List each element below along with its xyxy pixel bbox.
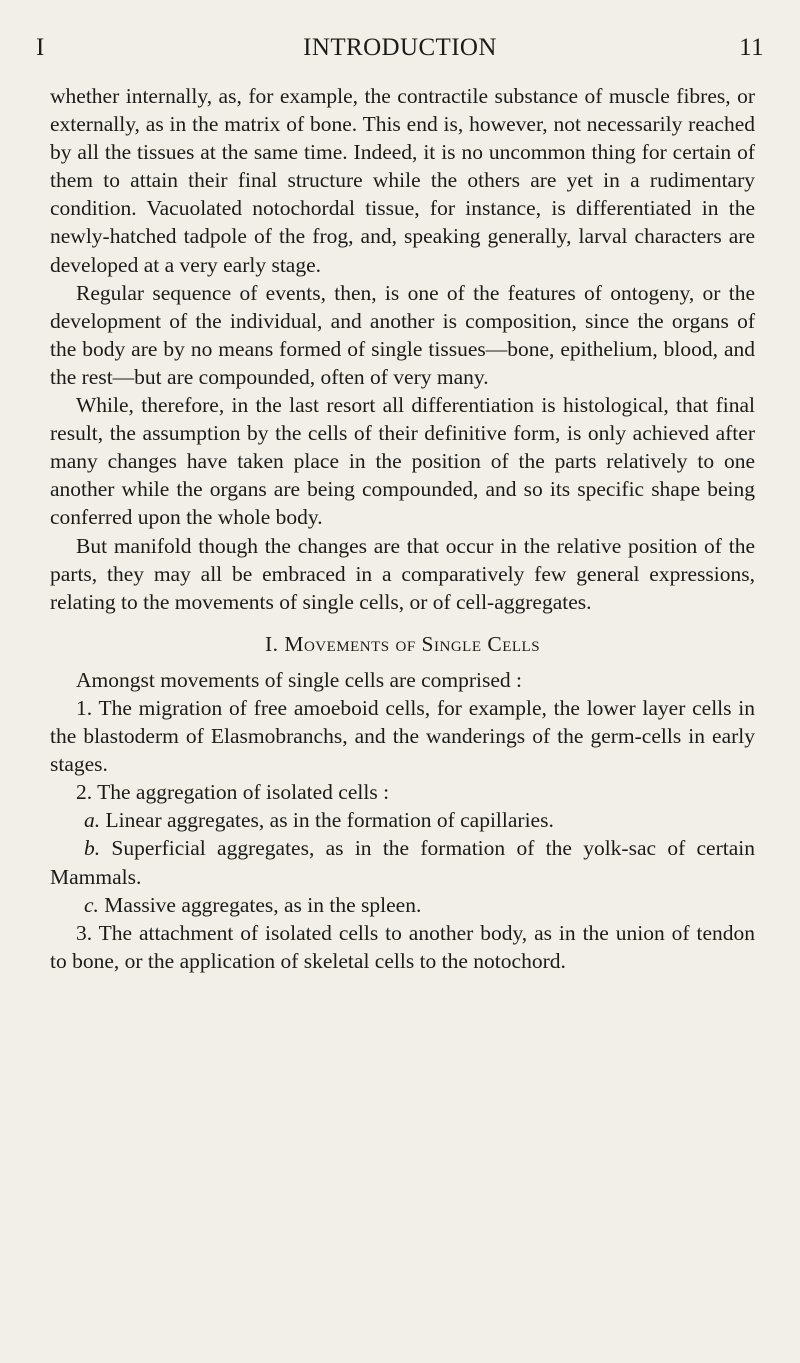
body-text — [50, 82, 755, 975]
paragraph: whether internally, as, for example, the contractile substance of muscle fibres, or externally, as in the matrix of bone. This end is, however, not necessarily reached by all the tissues at the same time. Indeed, it is no uncommon thing for certain of them to attain their final structure while the others are yet in a rudimentary condition. Vacuolated notochordal tissue, for instance, is differentiated in the newly-hatched tadpole of the frog, and, speaking generally, larval characters are developed at a very early stage. — [50, 84, 755, 277]
paragraph: Regular sequence of events, then, is one of the features of ontogeny, or the development of the individual, and another is composition, since the organs of the body are by no means formed of single tissues—bone, epithelium, blood, and the rest—but are compounded, often of very many. — [50, 280, 755, 389]
section-heading: I. Movements of Single Cells — [264, 631, 541, 656]
sub-list-item — [50, 806, 755, 834]
sub-list-item — [50, 834, 755, 890]
running-title: INTRODUCTION — [303, 34, 497, 61]
sub-item-text: Massive aggregates, as in the spleen. — [104, 892, 422, 917]
list-item: 1. The migration of free amoeboid cells, for example, the lower layer cells in the blastoderm of Elasmobranchs, and the wanderings of the germ-cells in early stages. — [50, 695, 755, 777]
sub-item-letter: a. — [84, 808, 101, 833]
sub-item-letter: b. — [84, 836, 101, 861]
sub-item-text: Linear aggregates, as in the formation of capillaries. — [105, 808, 554, 833]
page-number: 11 — [739, 34, 764, 61]
list-item: 3. The attachment of isolated cells to another body, as in the union of tendon to bone, or the application of skeletal cells to the notochord. — [50, 920, 755, 973]
running-header — [28, 30, 772, 66]
section-intro: Amongst movements of single cells are comprised : — [76, 667, 523, 692]
paragraph: While, therefore, in the last resort all differentiation is histological, that final result, the assumption by the cells of their definitive form, is only achieved after many changes have taken place in the position of the parts relatively to one another while the organs are being compounded, and so its specific shape being conferred upon the whole body. — [50, 393, 755, 530]
list-item: 2. The aggregation of isolated cells : — [76, 780, 390, 805]
sub-item-letter: c. — [84, 892, 99, 917]
chapter-number: I — [36, 34, 45, 61]
sub-item-text: Superficial aggregates, as in the formation of the yolk-sac of certain Mammals. — [50, 836, 755, 889]
sub-list-item — [50, 891, 755, 919]
paragraph: But manifold though the changes are that occur in the relative position of the parts, they may all be embraced in a comparatively few general expressions, relating to the movements of single cells, or of cell-aggregates. — [50, 533, 755, 614]
